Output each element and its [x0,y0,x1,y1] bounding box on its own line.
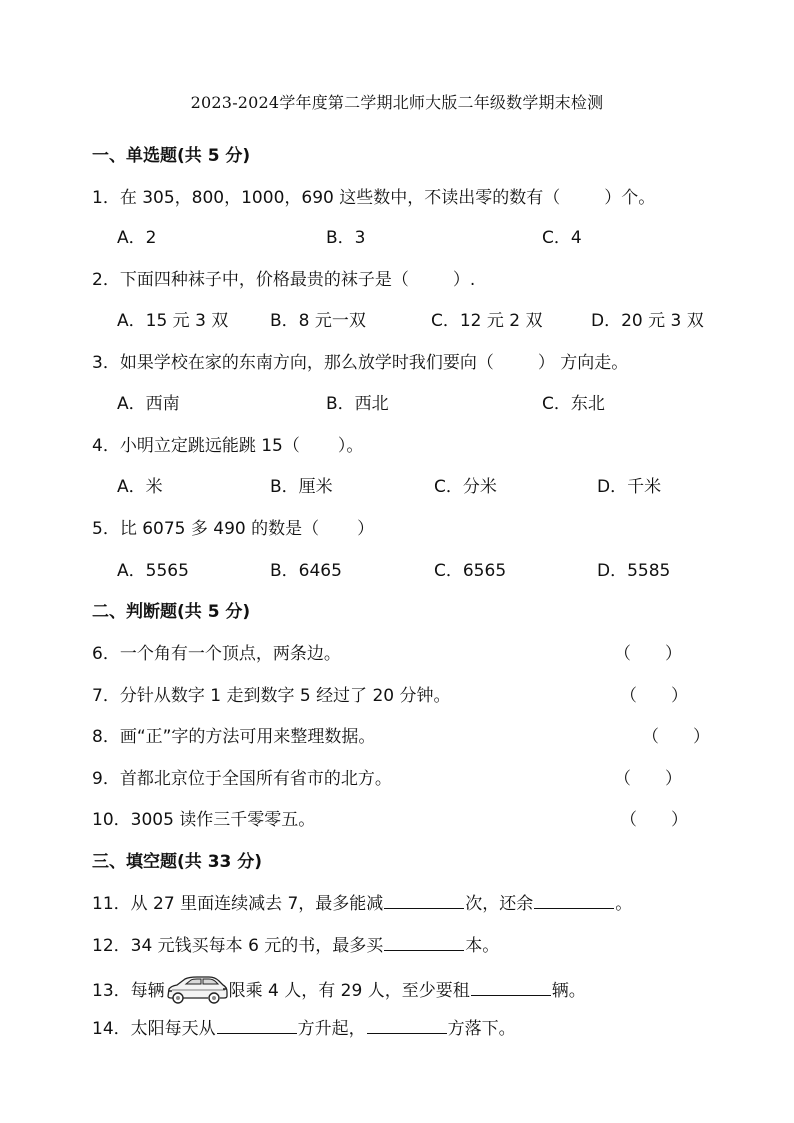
question-1-stem-end: ）个。 [604,188,656,208]
question-3-stem: 3．如果学校在家的东南方向，那么放学时我们要向（ [92,353,494,373]
judge-question-9: 9．首都北京位于全国所有省市的北方。 [92,769,392,789]
fill-question-14 [92,1014,516,1039]
option-c[interactable]: C．4 [542,228,582,248]
option-b[interactable]: B．8 元一双 [270,311,366,331]
question-3-stem-end: ） 方向走。 [537,353,629,373]
answer-blank[interactable] [384,892,464,909]
question-4-stem-end: ）。 [337,436,364,456]
option-d[interactable]: D．5585 [597,561,671,581]
judge-answer-paren[interactable]: （ ） [642,727,710,747]
fill-question-12-text: 12．34 元钱买每本 6 元的书，最多买 [92,936,384,956]
judge-answer-paren[interactable]: （ ） [620,810,688,830]
judge-answer-paren[interactable]: （ ） [614,769,682,789]
fill-question-11-text: 11．从 27 里面连续减去 7，最多能减 [92,894,384,914]
judge-question-10: 10．3005 读作三千零零五。 [92,810,316,830]
judge-question-7: 7．分针从数字 1 走到数字 5 经过了 20 分钟。 [92,686,451,706]
question-2-stem-end: ）. [452,270,476,290]
page-title: 2023-2024学年度第二学期北师大版二年级数学期末检测 [190,93,604,112]
fill-question-13-text-mid: 限乘 4 人，有 29 人，至少要租 [228,981,470,1001]
question-4 [92,431,363,456]
option-b[interactable]: B．3 [326,228,366,248]
fill-question-11-text-end: 。 [615,894,633,914]
question-3 [92,348,628,373]
fill-question-11-text-mid: 次，还余 [465,894,534,914]
option-b[interactable]: B．6465 [270,561,342,581]
option-a[interactable]: A．米 [117,477,163,497]
question-5-stem-end: ） [357,519,375,539]
option-d[interactable]: D．千米 [597,477,662,497]
question-1-stem: 1．在 305，800，1000，690 这些数中，不读出零的数有（ [92,188,561,208]
fill-question-14-text: 14．太阳每天从 [92,1019,216,1039]
judge-question-8: 8．画“正”字的方法可用来整理数据。 [92,727,376,747]
car-icon [165,972,229,1006]
fill-question-12 [92,931,499,956]
question-2 [92,265,475,290]
judge-question-6: 6．一个角有一个顶点，两条边。 [92,644,341,664]
judge-answer-paren[interactable]: （ ） [614,644,682,664]
section-heading-true-false: 二、判断题(共 5 分) [92,602,251,622]
fill-question-13-text-end: 辆。 [551,981,586,1001]
option-a[interactable]: A．5565 [117,561,189,581]
question-1 [92,183,655,208]
option-c[interactable]: C．分米 [434,477,497,497]
answer-blank[interactable] [471,979,551,996]
answer-blank[interactable] [384,934,464,951]
question-5-stem: 5．比 6075 多 490 的数是（ [92,519,320,539]
option-a[interactable]: A．2 [117,228,157,248]
answer-blank[interactable] [367,1017,447,1034]
option-c[interactable]: C．12 元 2 双 [431,311,543,331]
section-heading-fill-blank: 三、填空题(共 33 分) [92,852,263,872]
fill-question-13 [92,972,586,1006]
question-5 [92,514,374,539]
section-heading-single-choice: 一、单选题(共 5 分) [92,146,251,166]
option-a[interactable]: A．西南 [117,394,180,414]
option-d[interactable]: D．20 元 3 双 [591,311,704,331]
answer-blank[interactable] [534,892,614,909]
option-c[interactable]: C．东北 [542,394,605,414]
option-b[interactable]: B．厘米 [270,477,333,497]
fill-question-14-text-mid: 方升起， [297,1019,366,1039]
judge-answer-paren[interactable]: （ ） [620,686,688,706]
fill-question-12-text-end: 本。 [465,936,500,956]
question-2-stem: 2．下面四种袜子中，价格最贵的袜子是（ [92,270,409,290]
fill-question-13-text: 13．每辆 [92,981,165,1001]
option-a[interactable]: A．15 元 3 双 [117,311,229,331]
option-b[interactable]: B．西北 [326,394,389,414]
answer-blank[interactable] [217,1017,297,1034]
fill-question-14-text-end: 方落下。 [447,1019,516,1039]
fill-question-11 [92,889,632,914]
question-4-stem: 4．小明立定跳远能跳 15（ [92,436,300,456]
option-c[interactable]: C．6565 [434,561,507,581]
